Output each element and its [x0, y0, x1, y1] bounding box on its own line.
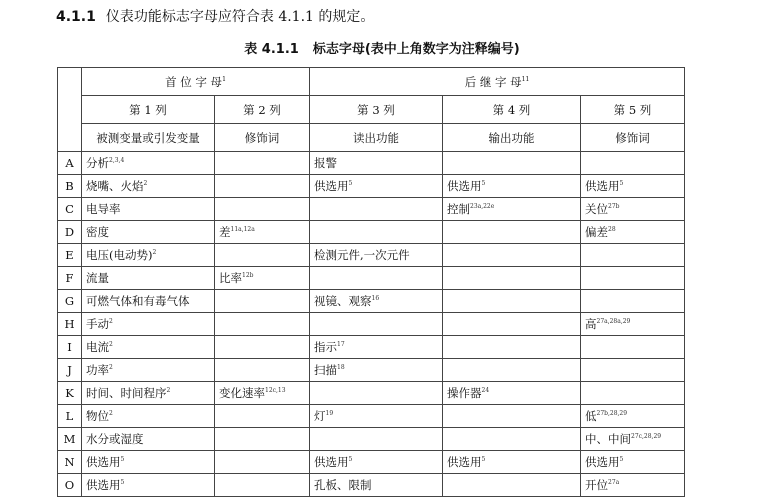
table-row: [58, 175, 685, 198]
table-cell: [581, 428, 685, 451]
cell-text: 电流: [86, 340, 109, 354]
table-cell: [310, 221, 443, 244]
letter-cell: F: [58, 267, 82, 290]
table-cell: [443, 244, 581, 267]
note-ref: 12c,13: [265, 387, 286, 395]
note-ref: 5: [120, 479, 125, 487]
table-cell: [310, 359, 443, 382]
note-ref: 5: [481, 456, 486, 464]
cell-text: 水分或湿度: [86, 432, 144, 446]
note-ref: 17: [337, 341, 345, 349]
table-cell: [310, 405, 443, 428]
table-cell: [581, 290, 685, 313]
table-cell: [82, 336, 215, 359]
table-cell: [443, 451, 581, 474]
table-cell: [581, 152, 685, 175]
group-header-label: 后 继 字 母: [464, 74, 522, 89]
sub-header: 被测变量或引发变量: [82, 124, 215, 152]
table-cell: [215, 451, 310, 474]
cell-text: 供选用: [585, 455, 620, 469]
table-cell: [581, 451, 685, 474]
table-cell: [82, 221, 215, 244]
letter-cell: I: [58, 336, 82, 359]
note-ref: 2: [109, 341, 113, 349]
table-cell: [82, 290, 215, 313]
note-ref: 1: [222, 75, 226, 83]
cell-text: 供选用: [314, 455, 349, 469]
cell-text: 变化速率: [219, 386, 265, 400]
note-ref: 23a,22e: [470, 203, 495, 211]
letter-cell: J: [58, 359, 82, 382]
letter-cell: A: [58, 152, 82, 175]
letter-cell: N: [58, 451, 82, 474]
table-cell: [443, 267, 581, 290]
sub-header: 修饰词: [215, 124, 310, 152]
table-cell: [310, 382, 443, 405]
note-ref: 27b: [608, 203, 620, 211]
note-ref: 5: [619, 456, 624, 464]
table-row: [58, 313, 685, 336]
cell-text: 时间、时间程序: [86, 386, 167, 400]
note-ref: 2: [109, 410, 113, 418]
column-header: 第 3 列: [310, 96, 443, 124]
table-number: 表 4.1.1: [244, 42, 299, 57]
letter-cell: L: [58, 405, 82, 428]
table-row: [58, 221, 685, 244]
note-ref: 2: [152, 249, 157, 257]
note-ref: 2: [143, 180, 148, 188]
note-ref: 27c,28,29: [631, 433, 662, 441]
table-cell: [581, 336, 685, 359]
table-cell: [581, 267, 685, 290]
cell-text: 指示: [314, 340, 337, 354]
cell-text: 视镜、观察: [314, 294, 372, 308]
table-cell: [215, 474, 310, 497]
note-ref: 12b: [242, 272, 254, 280]
sub-header: 读出功能: [310, 124, 443, 152]
table-cell: [215, 221, 310, 244]
cell-text: 供选用: [585, 179, 620, 193]
cell-text: 电导率: [86, 202, 121, 216]
group-header-first-letter: [82, 68, 310, 96]
note-ref: 19: [325, 410, 334, 418]
table-cell: [82, 474, 215, 497]
letter-cell: G: [58, 290, 82, 313]
letter-cell: H: [58, 313, 82, 336]
cell-text: 偏差: [585, 225, 608, 239]
table-cell: [310, 336, 443, 359]
cell-text: 关位: [585, 202, 608, 216]
column-header: 第 4 列: [443, 96, 581, 124]
note-ref: 28: [608, 226, 616, 234]
table-row: [58, 405, 685, 428]
note-ref: 24: [481, 387, 490, 395]
sub-header-row: [58, 124, 685, 152]
table-cell: [82, 198, 215, 221]
table-cell: [82, 382, 215, 405]
table-cell: [215, 313, 310, 336]
table-row: [58, 290, 685, 313]
table-cell: [82, 244, 215, 267]
cell-text: 可燃气体和有毒气体: [86, 294, 190, 308]
note-ref: 5: [619, 180, 624, 188]
table-row: [58, 451, 685, 474]
table-cell: [215, 428, 310, 451]
table-cell: [215, 198, 310, 221]
group-header-row: [58, 68, 685, 96]
table-cell: [581, 382, 685, 405]
note-ref: 5: [348, 180, 353, 188]
cell-text: 控制: [447, 202, 470, 216]
table-cell: [443, 290, 581, 313]
table-cell: [443, 428, 581, 451]
table-cell: [82, 152, 215, 175]
column-header-row: [58, 96, 685, 124]
note-ref: 2,3,4: [109, 157, 125, 165]
table-cell: [215, 152, 310, 175]
cell-text: 低: [585, 409, 597, 423]
table-cell: [310, 175, 443, 198]
table-cell: [215, 267, 310, 290]
table-cell: [443, 474, 581, 497]
table-cell: [215, 175, 310, 198]
table-cell: [310, 313, 443, 336]
table-body: [58, 152, 685, 497]
table-cell: [82, 313, 215, 336]
table-cell: [581, 175, 685, 198]
table-cell: [310, 290, 443, 313]
note-ref: 11a,12a: [230, 226, 255, 234]
table-cell: [581, 244, 685, 267]
letter-column-header: [58, 68, 82, 152]
table-cell: [82, 451, 215, 474]
identification-letters-table: [57, 67, 685, 497]
group-header-label: 首 位 字 母: [165, 74, 223, 89]
note-ref: 27a: [608, 479, 620, 487]
table-cell: [310, 267, 443, 290]
cell-text: 手动: [86, 317, 109, 331]
sub-header: 输出功能: [443, 124, 581, 152]
group-header-succeeding-letters: [310, 68, 685, 96]
cell-text: 中、中间: [585, 432, 631, 446]
table-cell: [443, 313, 581, 336]
note-ref: 27b,28,29: [596, 410, 628, 418]
table-cell: [82, 175, 215, 198]
table-caption: [0, 38, 764, 57]
table-cell: [82, 267, 215, 290]
table-title: 标志字母(表中上角数字为注释编号): [312, 42, 520, 57]
note-ref: 2: [109, 318, 113, 326]
table-cell: [581, 198, 685, 221]
cell-text: 电压(电动势): [86, 248, 153, 262]
note-ref: 5: [120, 456, 125, 464]
table-cell: [310, 244, 443, 267]
letter-cell: O: [58, 474, 82, 497]
cell-text: 扫描: [314, 363, 337, 377]
table-cell: [310, 198, 443, 221]
table-row: [58, 152, 685, 175]
table-cell: [215, 359, 310, 382]
cell-text: 供选用: [86, 478, 121, 492]
table-row: [58, 382, 685, 405]
table-cell: [581, 474, 685, 497]
column-header: 第 5 列: [581, 96, 685, 124]
table-row: [58, 198, 685, 221]
column-header: 第 1 列: [82, 96, 215, 124]
table-row: [58, 244, 685, 267]
table-cell: [443, 221, 581, 244]
table-row: [58, 336, 685, 359]
table-cell: [310, 474, 443, 497]
cell-text: 操作器: [447, 386, 482, 400]
cell-text: 流量: [86, 271, 109, 285]
letter-cell: C: [58, 198, 82, 221]
cell-text: 供选用: [86, 455, 121, 469]
table-cell: [581, 313, 685, 336]
table-cell: [443, 198, 581, 221]
table-cell: [581, 359, 685, 382]
note-ref: 5: [481, 180, 486, 188]
cell-text: 孔板、限制: [314, 478, 372, 492]
cell-text: 比率: [219, 271, 242, 285]
note-ref: 5: [348, 456, 353, 464]
table-cell: [310, 451, 443, 474]
table-cell: [310, 152, 443, 175]
table-cell: [443, 152, 581, 175]
cell-text: 灯: [314, 409, 326, 423]
cell-text: 物位: [86, 409, 109, 423]
letter-cell: M: [58, 428, 82, 451]
table-cell: [215, 405, 310, 428]
table-cell: [443, 359, 581, 382]
note-ref: 2: [109, 364, 113, 372]
note-ref: 27a,28a,29: [596, 318, 631, 326]
cell-text: 高: [585, 317, 597, 331]
column-header: 第 2 列: [215, 96, 310, 124]
table-cell: [215, 336, 310, 359]
table-row: [58, 428, 685, 451]
note-ref: 18: [337, 364, 345, 372]
table-cell: [82, 428, 215, 451]
table-cell: [82, 405, 215, 428]
table-cell: [310, 428, 443, 451]
table-row: [58, 474, 685, 497]
clause-text: 仪表功能标志字母应符合表 4.1.1 的规定。: [105, 9, 375, 25]
cell-text: 报警: [314, 156, 337, 170]
table-row: [58, 359, 685, 382]
letter-cell: K: [58, 382, 82, 405]
note-ref: 16: [371, 295, 380, 303]
note-ref: 2: [166, 387, 171, 395]
cell-text: 开位: [585, 478, 608, 492]
letter-cell: B: [58, 175, 82, 198]
cell-text: 密度: [86, 225, 109, 239]
table-row: [58, 267, 685, 290]
cell-text: 功率: [86, 363, 109, 377]
table-cell: [82, 359, 215, 382]
table-cell: [443, 382, 581, 405]
cell-text: 供选用: [314, 179, 349, 193]
table-cell: [443, 336, 581, 359]
table-cell: [443, 405, 581, 428]
letter-cell: D: [58, 221, 82, 244]
letter-cell: E: [58, 244, 82, 267]
cell-text: 供选用: [447, 455, 482, 469]
table-cell: [215, 290, 310, 313]
clause-number: 4.1.1: [56, 9, 96, 25]
table-cell: [581, 221, 685, 244]
table-cell: [581, 405, 685, 428]
cell-text: 烧嘴、火焰: [86, 179, 144, 193]
sub-header: 修饰词: [581, 124, 685, 152]
note-ref: 11: [521, 75, 530, 83]
cell-text: 供选用: [447, 179, 482, 193]
cell-text: 分析: [86, 156, 109, 170]
clause-heading: [56, 6, 374, 26]
cell-text: 差: [219, 225, 231, 239]
table-cell: [215, 244, 310, 267]
table-cell: [215, 382, 310, 405]
table-cell: [443, 175, 581, 198]
cell-text: 检测元件,一次元件: [314, 248, 410, 262]
